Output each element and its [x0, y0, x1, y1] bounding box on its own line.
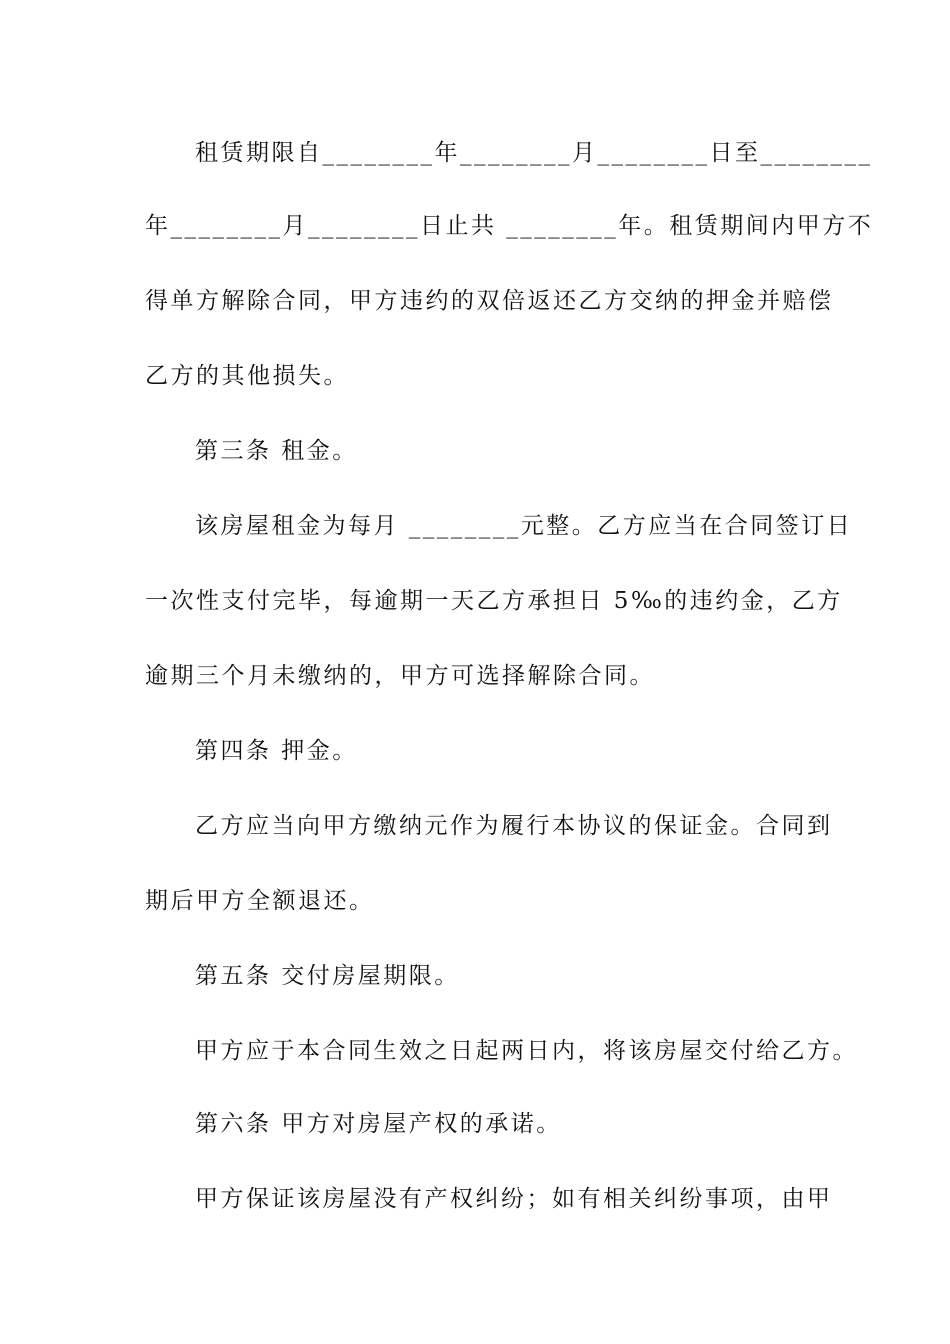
section-heading: [195, 435, 950, 467]
document-line: [195, 810, 950, 842]
line-text: 租赁期限自________年________月________日至________: [195, 140, 873, 166]
document-line: [145, 285, 950, 317]
line-text: 第四条 押金。: [195, 738, 358, 764]
document-line: [195, 1183, 950, 1215]
line-text: 一次性支付完毕，每逾期一天乙方承担日 5‰的违约金，乙方: [145, 588, 843, 614]
section-heading: [195, 735, 950, 767]
document-line: [145, 885, 950, 917]
document-line: [145, 585, 950, 617]
document-line: [145, 660, 950, 692]
section-heading: [195, 1108, 950, 1140]
line-text: 第六条 甲方对房屋产权的承诺。: [195, 1111, 562, 1137]
line-text: 年________月________日止共 ________年。租赁期间内甲方不: [145, 213, 874, 239]
line-text: 第五条 交付房屋期限。: [195, 963, 460, 989]
document-line: [145, 360, 950, 392]
document-line: [195, 1035, 950, 1067]
line-text: 得单方解除合同，甲方违约的双倍返还乙方交纳的押金并赔偿: [145, 288, 834, 314]
document-line: [195, 510, 950, 542]
line-text: 乙方应当向甲方缴纳元作为履行本协议的保证金。合同到: [195, 813, 833, 839]
line-text: 逾期三个月未缴纳的，甲方可选择解除合同。: [145, 663, 655, 689]
line-text: 甲方保证该房屋没有产权纠纷；如有相关纠纷事项，由甲: [195, 1186, 833, 1212]
document-line: [195, 137, 950, 169]
line-text: 期后甲方全额退还。: [145, 888, 375, 914]
line-text: 该房屋租金为每月 ________元整。乙方应当在合同签订日: [195, 513, 853, 539]
section-heading: [195, 960, 950, 992]
line-text: 乙方的其他损失。: [145, 363, 349, 389]
document-line: [145, 210, 950, 242]
line-text: 第三条 租金。: [195, 438, 358, 464]
line-text: 甲方应于本合同生效之日起两日内，将该房屋交付给乙方。: [195, 1038, 858, 1064]
